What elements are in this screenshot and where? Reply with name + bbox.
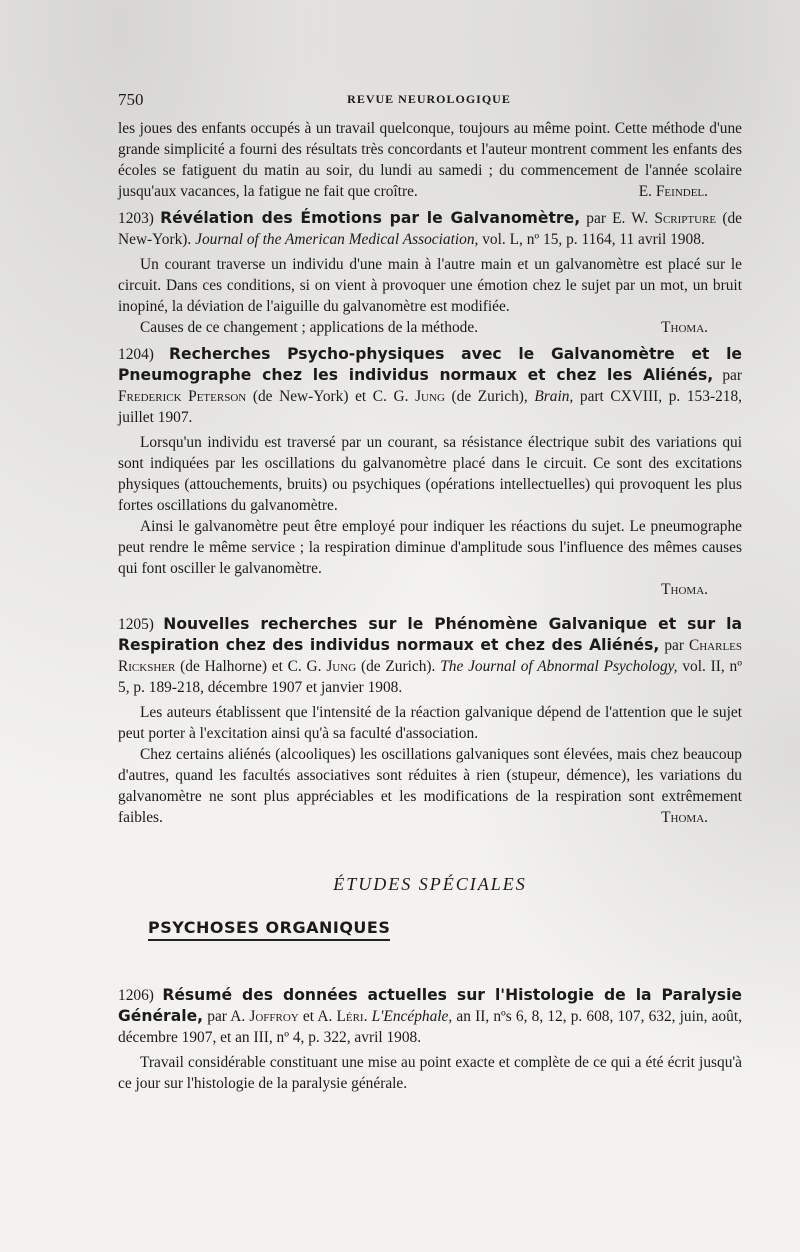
entry-1204-place1: (de New-York) et C. G. [252,388,409,405]
entry-1206-heading [118,985,742,1048]
entry-1204-details: part CXVIII, p. 153-218, juillet 1907. [118,388,742,426]
entry-1206 [118,985,742,1094]
entry-1205-number: 1205) [118,616,154,633]
entry-1206-mid: et A. [302,1008,333,1025]
entry-1206-journal: L'Encéphale, [371,1008,453,1025]
subsection-title: PSYCHOSES ORGANIQUES [148,917,390,941]
entry-1206-details: an II, nºs 6, 8, 12, p. 608, 107, 632, juin, août, décembre 1907, et an III, nº 4, p. 322, avril 1908. [118,1008,742,1046]
entry-1204-title: Recherches Psycho-physiques avec le Galvanomètre et le Pneumographe chez les individus normaux et chez les Aliénés, [118,345,743,384]
entry-1205-para2-text: Chez certains aliénés (alcooliques) les oscillations galvaniques sont élevées, mais chez beaucoup d'autres, quand les facultés associatives sont réduites à rien (stupeur, démence), les variations du galvanomètre ne sont plus appréciables et les modifications de la respiration sont extrêmement faibles. [118,746,742,826]
entry-1205-par: par [664,637,684,654]
entry-1206-title: Résumé des données actuelles sur l'Histologie de la Paralysie Générale, [118,986,742,1025]
entry-1206-para1: Travail considérable constituant une mise au point exacte et complète de ce qui a été écrit jusqu'à ce jour sur l'histologie de la paralysie générale. [118,1054,742,1092]
entry-1205-place1: (de Halhorne) et C. G. [180,658,322,675]
entry-1203-para2 [118,317,742,338]
entry-1204-author1: Frederick Peterson [118,388,247,405]
entry-1205-title: Nouvelles recherches sur le Phénomène Galvanique et sur la Respiration chez des individus normaux et chez des Aliénés, [118,615,742,654]
entry-1204 [118,344,742,600]
entry-1204-place2: (de Zurich), [451,388,528,405]
entry-1205-journal: The Journal of Abnormal Psychology, [440,658,678,675]
entry-1204-heading [118,344,742,428]
entry-1205-place2: (de Zurich). [360,658,436,675]
intro-signature: E. Feindel. [638,183,708,200]
entry-1205-author1: Charles Ricksher [118,637,743,675]
entry-1203-title: Révélation des Émotions par le Galvanomètre, [160,209,581,227]
entry-1205-para1: Les auteurs établissent que l'intensité de la réaction galvanique dépend de l'attention que le sujet peut porter à l'excitation ainsi qu'à sa faculté d'association. [118,704,742,742]
entry-1203 [118,208,742,338]
entry-1203-place: (de New-York). [118,210,742,248]
entry-1204-signature: Thoma. [661,581,708,598]
entry-1203-par: par E. W. [586,210,649,227]
entry-1206-author2: Léri. [336,1008,368,1025]
entry-1203-para2-text: Causes de ce changement ; applications de la méthode. [140,319,479,336]
intro-paragraph [118,118,742,202]
entry-1204-para2: Ainsi le galvanomètre peut être employé pour indiquer les réactions du sujet. Le pneumographe peut rendre le même service ; la respiration diminue d'amplitude sous l'influence des mêmes causes qui font osciller le galvanomètre. [118,518,742,577]
entry-1205-details: vol. II, nº 5, p. 189-218, décembre 1907 et janvier 1908. [118,658,742,696]
page-body [118,118,742,1094]
section-title: ÉTUDES SPÉCIALES [333,874,527,894]
entry-1203-para1: Un courant traverse un individu d'une main à l'autre main et un galvanomètre est placé sur le circuit. Dans ces conditions, si on vient à provoquer une émotion chez le sujet par un mot, un bruit inopiné, la déviation de l'aiguille du galvanomètre est modifiée. [118,256,742,315]
entry-1205-para2 [118,744,742,828]
entry-1203-details: vol. L, nº 15, p. 1164, 11 avril 1908. [482,231,705,248]
entry-1204-number: 1204) [118,346,154,363]
entry-1205-signature: Thoma. [661,809,708,826]
entry-1203-heading [118,208,742,250]
entry-1204-journal: Brain, [534,388,574,405]
entry-1203-author: Scripture [654,210,717,227]
page-number: 750 [118,90,144,109]
entry-1206-number: 1206) [118,987,154,1004]
entry-1206-par: par A. [207,1008,246,1025]
intro-text: les joues des enfants occupés à un travail quelconque, toujours au même point. Cette méthode d'une grande simplicité a fourni des résultats très concordants et l'auteur montrent comment les enfants des écoles se fatiguent du matin au soir, du lundi au samedi ; du commencement de l'année scolaire jusqu'aux vacances, la fatigue ne fait que croître. [118,120,742,200]
entry-1203-number: 1203) [118,210,154,227]
entry-1203-signature: Thoma. [661,319,708,336]
entry-1204-par: par [722,367,742,384]
entry-1205-heading [118,614,742,698]
entry-1205-author2: Jung [326,658,357,675]
running-head: REVUE NEUROLOGIQUE [347,92,511,106]
entry-1203-journal: Journal of the American Medical Association, [195,231,479,248]
entry-1205 [118,614,742,828]
entry-1206-author1: Joffroy [249,1008,299,1025]
page-header [118,90,740,112]
entry-1204-para1: Lorsqu'un individu est traversé par un courant, sa résistance électrique subit des variations qui sont indiquées par les oscillations du galvanomètre placé dans le circuit. Ce sont des excitations physiques (attouchements, bruits) ou psychiques (opérations intellectuelles) qui provoquent les plus fortes oscillations du galvanomètre. [118,434,742,514]
entry-1204-author2: Jung [415,388,445,405]
